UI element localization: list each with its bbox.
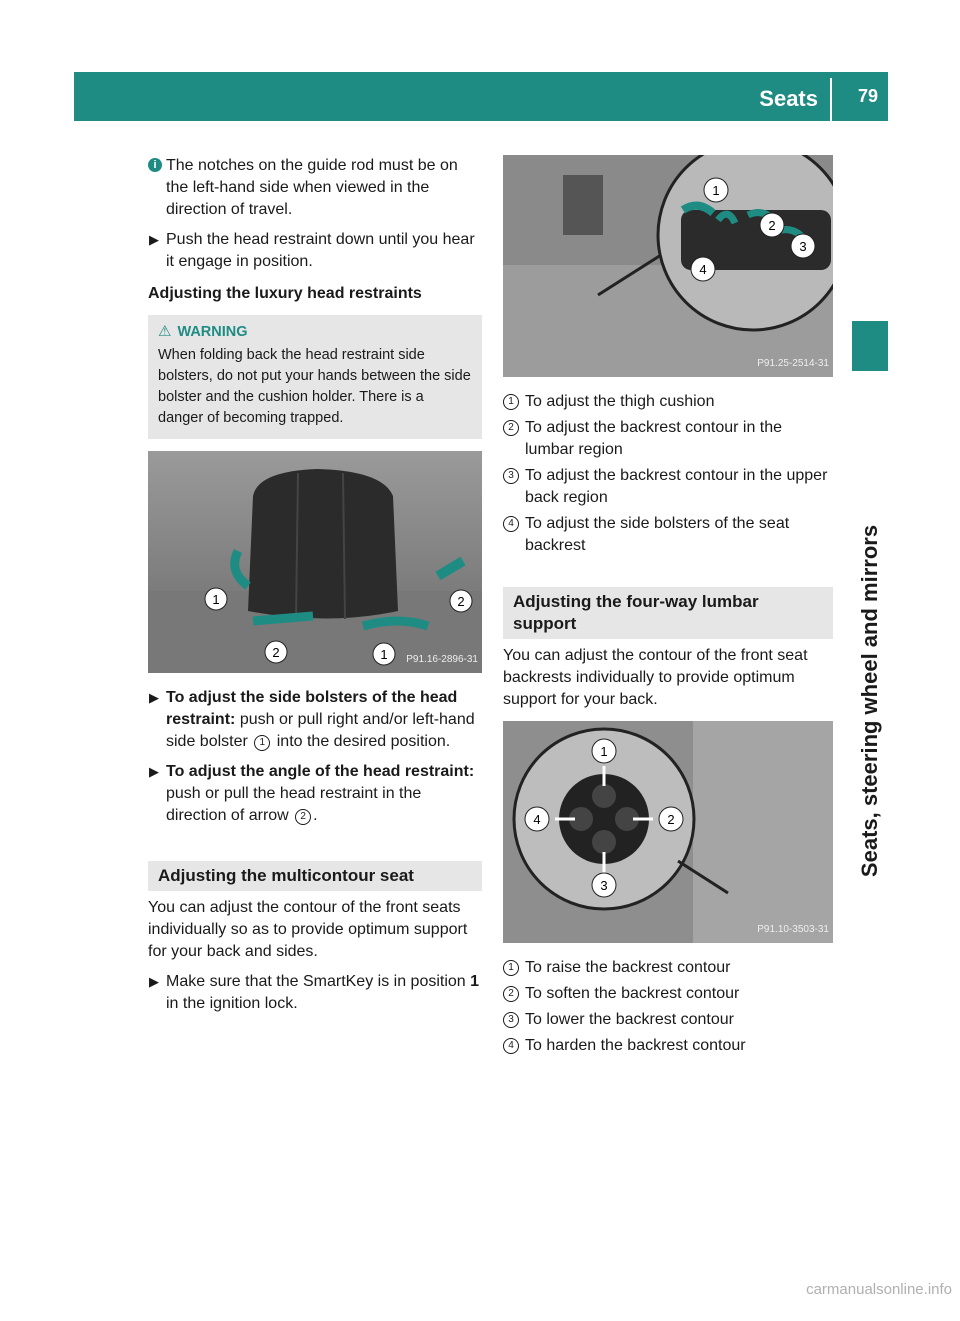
list-item: 4 To adjust the side bolsters of the seat backrest bbox=[503, 513, 833, 557]
list-item: 2 To soften the backrest contour bbox=[503, 983, 833, 1005]
info-note bbox=[148, 155, 482, 221]
instruction-step: ▶ Push the head restraint down until you hear it engage in position. bbox=[149, 231, 475, 270]
warning-text: When folding back the head restraint side bolsters, do not put your hands between the side bolster and the cushion holder. There is a danger of becoming trapped. bbox=[158, 347, 471, 426]
subheading: Adjusting the luxury head restraints bbox=[148, 285, 422, 302]
image-callout-label: 1 bbox=[380, 647, 388, 662]
callout-list bbox=[503, 957, 833, 1057]
image-callout-label: 4 bbox=[699, 262, 707, 277]
step-arrow-icon: ▶ bbox=[149, 764, 159, 779]
warning-triangle-icon: ⚠ bbox=[158, 323, 172, 340]
step-arrow-icon: ▶ bbox=[149, 232, 159, 247]
warning-title: WARNING bbox=[177, 324, 248, 340]
seat-controls-photo bbox=[503, 155, 833, 377]
image-callout-label: 3 bbox=[799, 239, 807, 254]
instruction-step: ▶ To adjust the angle of the head restraint: push or pull the head restraint in the direction of arrow 2 . bbox=[149, 763, 475, 824]
image-callout-label: 1 bbox=[212, 592, 220, 607]
list-item: 2 To adjust the backrest contour in the lumbar region bbox=[503, 417, 833, 461]
info-note-text: The notches on the guide rod must be on the left-hand side when viewed in the direction of travel. bbox=[166, 157, 458, 218]
image-code: P91.10-3503-31 bbox=[757, 924, 829, 935]
list-item: 1 To adjust the thigh cushion bbox=[503, 391, 833, 413]
page-number: 79 bbox=[857, 86, 878, 106]
header-divider bbox=[830, 78, 832, 121]
step-arrow-icon: ▶ bbox=[149, 974, 159, 989]
list-item: 1 To raise the backrest contour bbox=[503, 957, 833, 979]
callout-list bbox=[503, 391, 833, 557]
side-tab-label: Seats, steering wheel and mirrors bbox=[857, 524, 882, 878]
section-text: You can adjust the contour of the front seat backrests individually to provide optimum support for your back. bbox=[503, 647, 808, 708]
image-callout-label: 4 bbox=[533, 812, 541, 827]
head-restraint-photo bbox=[148, 451, 482, 673]
image-callout-label: 2 bbox=[457, 594, 465, 609]
instruction-step: ▶ To adjust the side bolsters of the head restraint: push or pull right and/or left-hand side bolster 1 into the desired position. bbox=[149, 689, 475, 750]
image-callout-label: 1 bbox=[712, 183, 720, 198]
step-arrow-icon: ▶ bbox=[149, 690, 159, 705]
list-item: 3 To adjust the backrest contour in the upper back region bbox=[503, 465, 833, 509]
lumbar-control-photo bbox=[503, 721, 833, 943]
image-code: P91.25-2514-31 bbox=[757, 358, 829, 369]
head-restraint-illustration bbox=[148, 451, 482, 673]
image-callout-label: 2 bbox=[768, 218, 776, 233]
right-column bbox=[503, 155, 833, 1061]
section-text: You can adjust the contour of the front seats individually so as to provide optimum support for your back and sides. bbox=[148, 899, 468, 960]
side-tab-marker bbox=[852, 321, 888, 371]
image-code: P91.16-2896-31 bbox=[406, 654, 478, 665]
warning-box bbox=[148, 315, 482, 439]
image-callout-label: 3 bbox=[600, 878, 608, 893]
image-callout-label: 1 bbox=[600, 744, 608, 759]
instruction-step: ▶ Make sure that the SmartKey is in position 1 in the ignition lock. bbox=[149, 973, 480, 1012]
header-bar bbox=[74, 72, 888, 121]
watermark: carmanualsonline.info bbox=[806, 1281, 952, 1298]
seat-controls-illustration bbox=[503, 155, 833, 377]
section-heading: Adjusting the four-way lumbar support bbox=[503, 587, 833, 639]
image-callout-label: 2 bbox=[272, 645, 280, 660]
section-title: Seats bbox=[759, 86, 818, 111]
section-heading: Adjusting the multicontour seat bbox=[148, 861, 482, 891]
list-item: 3 To lower the backrest contour bbox=[503, 1009, 833, 1031]
info-icon: i bbox=[148, 158, 162, 172]
lumbar-control-illustration bbox=[503, 721, 833, 943]
image-callout-label: 2 bbox=[667, 812, 675, 827]
list-item: 4 To harden the backrest contour bbox=[503, 1035, 833, 1057]
left-column bbox=[148, 155, 482, 1023]
side-tab bbox=[852, 121, 888, 1321]
